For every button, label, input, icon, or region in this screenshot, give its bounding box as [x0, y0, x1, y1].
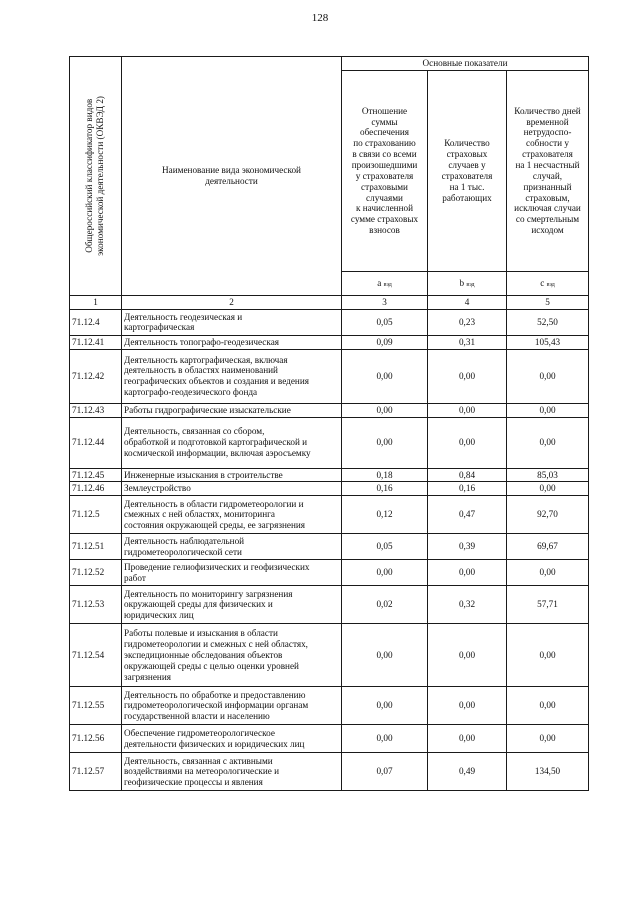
table-row — [70, 586, 589, 624]
activity-name: Деятельность геодезическая и картографическая — [122, 309, 342, 335]
okved-code: 71.12.42 — [70, 349, 122, 403]
value-b: 0,00 — [428, 349, 507, 403]
okved-code: 71.12.56 — [70, 725, 122, 753]
value-b: 0,00 — [428, 624, 507, 687]
column-number: 5 — [507, 296, 589, 310]
symbol-c — [507, 271, 589, 295]
indicators-table — [69, 56, 589, 791]
activity-name: Деятельность в области гидрометеорологии и смежных с ней областях, мониторинга состояния окружающей среды, ее загрязнения — [122, 496, 342, 534]
activity-name: Деятельность, связанная с активными воздействиями на метеорологические и геофизические процессы и явления — [122, 753, 342, 791]
value-c: 0,00 — [507, 403, 589, 417]
okved-code: 71.12.51 — [70, 534, 122, 560]
okved-header — [70, 57, 122, 296]
column-number: 3 — [342, 296, 428, 310]
ratio-header-text: Отношение суммы обеспечения по страхованию в связи со всеми произошедшими у страхователя страховыми случаями к начисленной сумме страховых взносов — [350, 105, 419, 236]
symbol-c-letter: c — [540, 277, 545, 288]
sick-days-header-text: Количество дней временной нетрудоспо- собности у страхователя на 1 несчастный случай, признанный страховым, исключая случаи со смертельным исходом — [514, 105, 581, 236]
okved-code: 71.12.57 — [70, 753, 122, 791]
value-a: 0,02 — [342, 586, 428, 624]
activity-name: Деятельность по мониторингу загрязнения окружающей среды для физических и юридических лиц — [122, 586, 342, 624]
column-number: 2 — [122, 296, 342, 310]
okved-code: 71.12.41 — [70, 335, 122, 349]
table-row — [70, 560, 589, 586]
symbol-c-sub: вэд — [546, 281, 555, 288]
insured-cases-header — [428, 70, 507, 271]
value-b: 0,00 — [428, 417, 507, 468]
value-a: 0,00 — [342, 560, 428, 586]
column-number: 4 — [428, 296, 507, 310]
symbol-b — [428, 271, 507, 295]
value-b: 0,39 — [428, 534, 507, 560]
ratio-header — [342, 70, 428, 271]
value-c: 69,67 — [507, 534, 589, 560]
value-b: 0,16 — [428, 482, 507, 496]
symbol-b-letter: b — [459, 277, 465, 288]
activity-name: Обеспечение гидрометеорологическое деятельности физических и юридических лиц — [122, 725, 342, 753]
symbol-a-sub: вэд — [383, 281, 392, 288]
value-b: 0,00 — [428, 403, 507, 417]
value-c: 85,03 — [507, 468, 589, 482]
sick-days-header — [507, 70, 589, 271]
okved-code: 71.12.45 — [70, 468, 122, 482]
activity-name: Деятельность, связанная со сбором, обработкой и подготовкой картографической и космической информации, включая аэросъемку — [122, 417, 342, 468]
okved-header-text: Общероссийский классификатор видов экономической деятельности (ОКВЭД 2) — [84, 96, 106, 256]
value-a: 0,16 — [342, 482, 428, 496]
table-row — [70, 309, 589, 335]
okved-code: 71.12.46 — [70, 482, 122, 496]
okved-code: 71.12.52 — [70, 560, 122, 586]
value-c: 0,00 — [507, 560, 589, 586]
page-number: 128 — [311, 12, 329, 24]
value-b: 0,49 — [428, 753, 507, 791]
table-body — [70, 309, 589, 790]
activity-name: Работы гидрографические изыскательские — [122, 403, 342, 417]
activity-name: Деятельность картографическая, включая деятельность в областях наименований географических объектов и создания и ведения картографо-геодезического фонда — [122, 349, 342, 403]
value-a: 0,09 — [342, 335, 428, 349]
table-row — [70, 496, 589, 534]
symbol-a — [342, 271, 428, 295]
okved-code: 71.12.43 — [70, 403, 122, 417]
value-c: 0,00 — [507, 687, 589, 725]
value-a: 0,07 — [342, 753, 428, 791]
table-row — [70, 403, 589, 417]
activity-name: Деятельность наблюдательной гидрометеорологической сети — [122, 534, 342, 560]
value-b: 0,23 — [428, 309, 507, 335]
activity-name: Деятельность по обработке и предоставлению гидрометеорологической информации органам государственной власти и населению — [122, 687, 342, 725]
value-c: 0,00 — [507, 482, 589, 496]
table-row — [70, 482, 589, 496]
value-b: 0,84 — [428, 468, 507, 482]
table-row — [70, 687, 589, 725]
activity-name: Работы полевые и изыскания в области гидрометеорологии и смежных с ней областях, экспедиционные обследования объектов окружающей среды с целью оценки уровней загрязнения — [122, 624, 342, 687]
value-c: 92,70 — [507, 496, 589, 534]
value-a: 0,00 — [342, 624, 428, 687]
value-a: 0,12 — [342, 496, 428, 534]
value-a: 0,00 — [342, 349, 428, 403]
value-c: 0,00 — [507, 624, 589, 687]
value-c: 52,50 — [507, 309, 589, 335]
table-row — [70, 725, 589, 753]
value-a: 0,00 — [342, 403, 428, 417]
activity-name-header — [122, 57, 342, 296]
table-row — [70, 417, 589, 468]
value-c: 57,71 — [507, 586, 589, 624]
value-b: 0,00 — [428, 687, 507, 725]
okved-code: 71.12.4 — [70, 309, 122, 335]
activity-name: Землеустройство — [122, 482, 342, 496]
value-a: 0,00 — [342, 687, 428, 725]
table-row — [70, 349, 589, 403]
table-row — [70, 335, 589, 349]
value-b: 0,00 — [428, 725, 507, 753]
column-number: 1 — [70, 296, 122, 310]
value-c: 0,00 — [507, 349, 589, 403]
value-a: 0,00 — [342, 725, 428, 753]
insured-cases-header-text: Количество страховых случаев у страхователя на 1 тыс. работающих — [441, 138, 493, 203]
okved-code: 71.12.54 — [70, 624, 122, 687]
value-b: 0,31 — [428, 335, 507, 349]
activity-name: Проведение гелиофизических и геофизических работ — [122, 560, 342, 586]
symbol-a-letter: a — [377, 277, 382, 288]
symbol-b-sub: вэд — [466, 281, 475, 288]
activity-name: Деятельность топографо-геодезическая — [122, 335, 342, 349]
value-c: 0,00 — [507, 417, 589, 468]
value-b: 0,00 — [428, 560, 507, 586]
okved-code: 71.12.44 — [70, 417, 122, 468]
value-c: 0,00 — [507, 725, 589, 753]
value-c: 105,43 — [507, 335, 589, 349]
table-row — [70, 468, 589, 482]
okved-code: 71.12.53 — [70, 586, 122, 624]
value-a: 0,00 — [342, 417, 428, 468]
table-row — [70, 534, 589, 560]
value-a: 0,05 — [342, 309, 428, 335]
value-b: 0,47 — [428, 496, 507, 534]
okved-code: 71.12.5 — [70, 496, 122, 534]
value-c: 134,50 — [507, 753, 589, 791]
main-indicators-header: Основные показатели — [342, 57, 589, 71]
value-a: 0,18 — [342, 468, 428, 482]
table-row — [70, 753, 589, 791]
value-a: 0,05 — [342, 534, 428, 560]
table-row — [70, 624, 589, 687]
activity-name-header-text: Наименование вида экономической деятельности — [162, 165, 301, 186]
value-b: 0,32 — [428, 586, 507, 624]
column-number-row — [70, 296, 589, 310]
okved-code: 71.12.55 — [70, 687, 122, 725]
activity-name: Инженерные изыскания в строительстве — [122, 468, 342, 482]
